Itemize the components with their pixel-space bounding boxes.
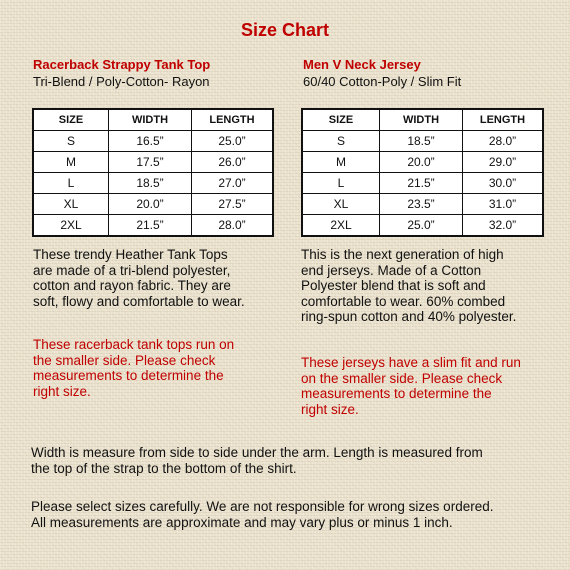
text-line: These trendy Heather Tank Tops xyxy=(33,247,228,262)
text-line: These jerseys have a slim fit and run xyxy=(301,355,521,370)
page-title: Size Chart xyxy=(240,20,330,40)
text-line: right size. xyxy=(301,401,359,417)
table-header-row xyxy=(302,109,543,131)
col-header-size: SIZE xyxy=(33,109,109,131)
text-line: the smaller side. Please check xyxy=(33,352,216,368)
measurement-explanation xyxy=(31,445,483,477)
cell-width: 25.0” xyxy=(380,215,463,237)
right-product-name: Men V Neck Jersey xyxy=(303,57,421,72)
cell-length: 27.0” xyxy=(192,173,274,194)
text-line: Width is measure from side to side under the arm. Length is measured from xyxy=(31,445,483,460)
text-line: end jerseys. Made of a Cotton xyxy=(301,262,482,278)
cell-width: 23.5” xyxy=(380,194,463,215)
cell-length: 25.0” xyxy=(192,131,274,152)
text-line: right size. xyxy=(33,383,91,399)
right-description xyxy=(301,247,516,325)
text-line: soft, flowy and comfortable to wear. xyxy=(33,293,245,309)
left-fit-note xyxy=(33,337,234,399)
sizing-disclaimer xyxy=(31,499,493,531)
table-row xyxy=(302,131,543,152)
left-size-table xyxy=(32,108,274,237)
text-line: on the smaller side. Please check xyxy=(301,370,503,386)
col-header-size: SIZE xyxy=(302,109,380,131)
cell-length: 32.0” xyxy=(463,215,544,237)
table-row xyxy=(302,194,543,215)
cell-length: 26.0” xyxy=(192,152,274,173)
col-header-length: LENGTH xyxy=(463,109,544,131)
cell-width: 18.5” xyxy=(109,173,192,194)
table-header-row xyxy=(33,109,273,131)
right-fit-note xyxy=(301,355,521,417)
cell-size: L xyxy=(33,173,109,194)
text-line: are made of a tri-blend polyester, xyxy=(33,262,231,278)
cell-width: 21.5” xyxy=(380,173,463,194)
table-row xyxy=(302,215,543,237)
text-line: ring-spun cotton and 40% polyester. xyxy=(301,309,517,324)
cell-size: S xyxy=(33,131,109,152)
col-header-width: WIDTH xyxy=(109,109,192,131)
text-line: These racerback tank tops run on xyxy=(33,337,235,352)
cell-width: 18.5” xyxy=(380,131,463,152)
cell-size: M xyxy=(302,152,380,173)
cell-width: 20.0” xyxy=(109,194,192,215)
cell-length: 29.0” xyxy=(463,152,544,173)
cell-width: 21.5” xyxy=(109,215,192,237)
cell-length: 31.0” xyxy=(463,194,544,215)
cell-width: 20.0” xyxy=(380,152,463,173)
right-product-desc: 60/40 Cotton-Poly / Slim Fit xyxy=(303,74,462,89)
cell-size: 2XL xyxy=(302,215,380,237)
text-line: This is the next generation of high xyxy=(301,247,504,262)
cell-length: 27.5” xyxy=(192,194,274,215)
cell-width: 16.5” xyxy=(109,131,192,152)
table-row xyxy=(302,173,543,194)
text-line: measurements to determine the xyxy=(33,368,224,383)
cell-length: 28.0” xyxy=(192,215,274,237)
table-row xyxy=(33,194,273,215)
left-description xyxy=(33,247,245,309)
cell-size: 2XL xyxy=(33,215,109,237)
text-line: comfortable to wear. 60% combed xyxy=(301,293,506,309)
text-line: the top of the strap to the bottom of the shirt. xyxy=(31,461,297,476)
table-row xyxy=(33,152,273,173)
left-product-name: Racerback Strappy Tank Top xyxy=(33,57,211,72)
cell-size: XL xyxy=(302,194,380,215)
left-product-desc: Tri-Blend / Poly-Cotton- Rayon xyxy=(33,74,210,89)
col-header-length: LENGTH xyxy=(192,109,274,131)
cell-size: XL xyxy=(33,194,109,215)
text-line: Polyester blend that is soft and xyxy=(301,278,486,293)
right-size-table xyxy=(301,108,544,237)
table-row xyxy=(33,215,273,237)
table-row xyxy=(33,131,273,152)
col-header-width: WIDTH xyxy=(380,109,463,131)
cell-length: 28.0” xyxy=(463,131,544,152)
cell-width: 17.5” xyxy=(109,152,192,173)
table-row xyxy=(33,173,273,194)
text-line: Please select sizes carefully. We are not responsible for wrong sizes ordered. xyxy=(31,499,494,514)
cell-length: 30.0” xyxy=(463,173,544,194)
text-line: measurements to determine the xyxy=(301,386,492,401)
cell-size: L xyxy=(302,173,380,194)
text-line: cotton and rayon fabric. They are xyxy=(33,278,231,293)
text-line: All measurements are approximate and may vary plus or minus 1 inch. xyxy=(31,515,453,530)
cell-size: S xyxy=(302,131,380,152)
table-row xyxy=(302,152,543,173)
cell-size: M xyxy=(33,152,109,173)
